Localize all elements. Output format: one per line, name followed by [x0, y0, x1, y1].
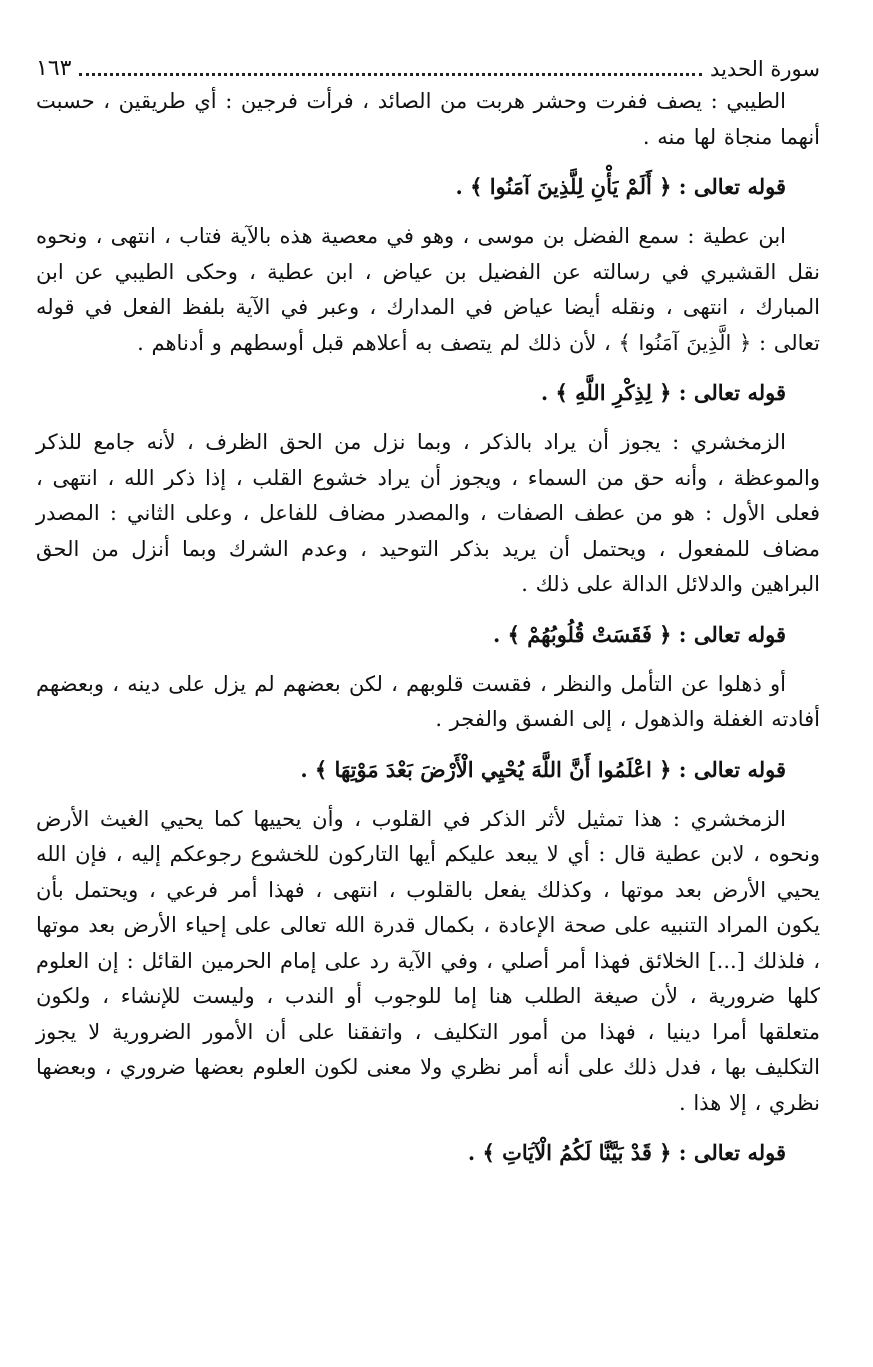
quran-verse: ﴿ قَدْ بَيَّنَّا لَكُمُ الْآيَاتِ ﴾ . — [467, 1140, 672, 1165]
quran-verse: ﴿ لِذِكْرِ اللَّهِ ﴾ . — [540, 380, 672, 405]
page-header — [36, 40, 820, 84]
verse-heading-label: قوله تعالى : — [678, 380, 786, 405]
paragraph-hearts-hardened: أو ذهلوا عن التأمل والنظر ، فقست قلوبهم ، لكن بعضهم لم يزل على دينه ، وبعضهم أفادته الغفلة والذهول ، إلى الفسق والفجر . — [36, 671, 820, 731]
verse-heading — [36, 169, 820, 205]
verse-heading — [36, 617, 820, 653]
quran-verse: ﴿ أَلَمْ يَأْنِ لِلَّذِينَ آمَنُوا ﴾ . — [455, 174, 672, 199]
verse-heading-label: قوله تعالى : — [678, 621, 786, 647]
book-page — [36, 40, 820, 1185]
verse-heading — [36, 1135, 820, 1171]
surah-title: سورة الحديد — [710, 57, 820, 81]
verse-heading-label: قوله تعالى : — [678, 1140, 786, 1165]
verse-heading-label: قوله تعالى : — [678, 756, 786, 782]
paragraph-zamakhshari-dhikr: الزمخشري : يجوز أن يراد بالذكر ، وبما نزل من الحق الظرف ، لأنه جامع للذكر والموعظة ، وأنه حق من السماء ، ويجوز أن يراد خشوع القلب ، إذا ذكر الله ، انتهى ، فعلى الأول : هو من عطف الصفات ، والمصدر مضاف للفاعل ، وعلى الثاني : المصدر مضاف للمفعول ، ويحتمل أن يريد بذكر التوحيد ، وعدم الشرك وبما أنزل من الحق البراهين والدلائل الدالة على ذلك . — [36, 430, 820, 596]
paragraph-tibi: الطيبي : يصف ففرت وحشر هربت من الصائد ، فرأت فرجين : أي طريقين ، حسبت أنهما منجاة لها منه . — [36, 89, 820, 149]
paragraph-zamakhshari-earth: الزمخشري : هذا تمثيل لأثر الذكر في القلوب ، وأن يحييها كما يحيي الغيث الأرض ونحوه ، لابن عطية قال : أي لا يبعد عليكم أيها التاركون للخشوع رجوعكم إليه ، فإن الله يحيي الأرض بعد موتها ، وكذلك يفعل بالقلوب ، انتهى ، فهذا أمر فرعي ، ويحتمل بأن يكون المراد التنبيه على صحة الإعادة ، بكمال قدرة الله تعالى على إحياء الأرض بعد موتها ، فلذلك [...] الخلائق فهذا أمر أصلي ، وفي الآية رد على إمام الحرمين القائل : إن العلوم كلها ضرورية ، لأن صيغة الطلب هنا إما للوجوب أو الندب ، وليست للإنشاء ، ولكون متعلقها أمرا دينيا ، فهذا من أمور التكليف ، واتفقنا على أن الأمور الضرورية لا يجوز التكليف بها ، فدل ذلك على أنه أمر نظري ولا معنى لكون العلوم بعضها ضروري ، وبعضها نظري ، إلا هذا . — [36, 806, 821, 1115]
quran-verse: ﴿ اعْلَمُوا أَنَّ اللَّهَ يُحْيِي الْأَرْضَ بَعْدَ مَوْتِهَا ﴾ . — [300, 756, 672, 782]
verse-heading-label: قوله تعالى : — [678, 174, 786, 199]
quran-verse: ﴿ فَقَسَتْ قُلُوبُهُمْ ﴾ . — [492, 621, 672, 647]
paragraph-ibn-atiyya: ابن عطية : سمع الفضل بن موسى ، وهو في معصية هذه بالآية فتاب ، انتهى ، ونحوه نقل القشيري في رسالته عن الفضيل بن عياض ، ابن عطية ، وحكى الطيبي عن ابن المبارك ، انتهى ، ونقله أيضا عياض في المدارك ، وعبر في الآية بلفظ الفعل في قوله تعالى : ﴿ الَّذِينَ آمَنُوا ﴾ ، لأن ذلك لم يتصف به أعلاهم قبل أوسطهم و أدناهم . — [36, 224, 820, 355]
verse-heading — [36, 752, 820, 788]
header-dotted-leader — [79, 73, 702, 76]
verse-heading — [36, 375, 820, 411]
page-number: ١٦٣ — [36, 56, 72, 81]
